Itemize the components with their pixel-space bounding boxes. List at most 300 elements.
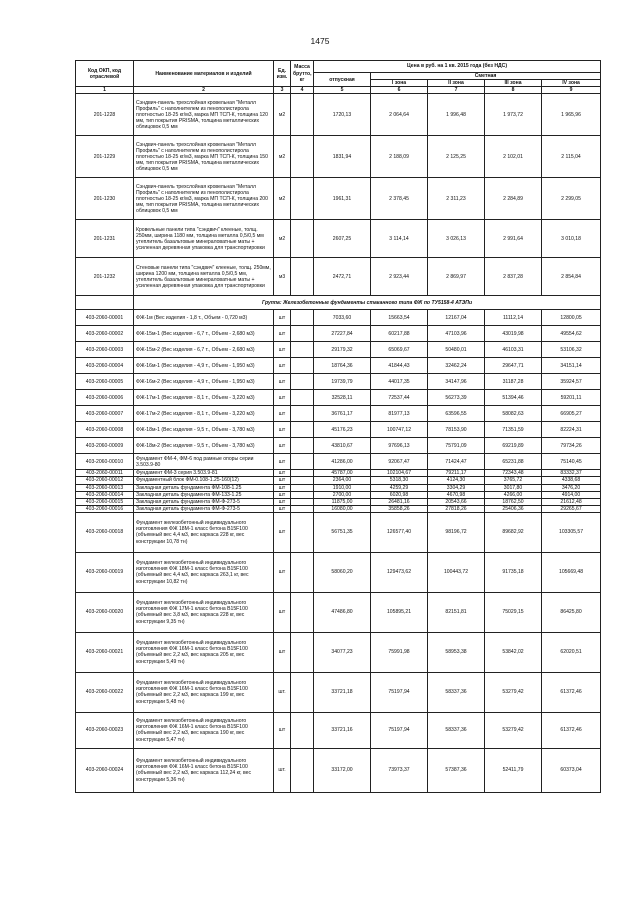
zone4-price: 4338,68 (542, 477, 601, 484)
zone3-price: 4266,00 (485, 491, 542, 498)
zone4-price: 1 965,96 (542, 94, 601, 136)
item-mass (291, 498, 314, 505)
item-code: 403-2060-00010 (76, 454, 134, 470)
group-code-cell (76, 296, 134, 310)
release-price: 18764,36 (314, 358, 371, 374)
item-code: 403-2060-00007 (76, 406, 134, 422)
zone3-price: 3765,72 (485, 477, 542, 484)
item-code: 201-1231 (76, 220, 134, 258)
item-unit: шт (274, 326, 291, 342)
zone1-price: 2 188,09 (371, 136, 428, 178)
item-name: Стеновые панели типа "сэндвич" клееные, толщ. 250мм, ширина 1200 мм, толщина металла 0,5/0,5 мм, утеплитель базальтовые минераловатные маты + усиленная деревянная упаковка для транспортировки (134, 258, 274, 296)
zone1-price: 100747,12 (371, 422, 428, 438)
release-price: 32528,11 (314, 390, 371, 406)
release-price: 29179,32 (314, 342, 371, 358)
release-price: 1910,00 (314, 484, 371, 491)
zone4-price: 35924,57 (542, 374, 601, 390)
item-name: ФЖ-15м-1 (Вес изделия - 6,7 т., Объем - 2,680 м3) (134, 326, 274, 342)
zone3-price: 11112,14 (485, 310, 542, 326)
item-mass (291, 406, 314, 422)
release-price: 33721,16 (314, 712, 371, 748)
table-row (76, 390, 601, 406)
zone4-price: 53106,32 (542, 342, 601, 358)
zone2-price: 50480,01 (428, 342, 485, 358)
zone3-price: 52411,79 (485, 748, 542, 792)
item-mass (291, 94, 314, 136)
zone2-price: 34147,96 (428, 374, 485, 390)
item-code: 201-1229 (76, 136, 134, 178)
zone3-price: 2 284,89 (485, 178, 542, 220)
zone1-price: 73973,37 (371, 748, 428, 792)
zone3-price: 3017,80 (485, 484, 542, 491)
table-row (76, 326, 601, 342)
col-index: 2 (134, 87, 274, 94)
zone2-price: 78153,90 (428, 422, 485, 438)
item-unit: шт (274, 632, 291, 672)
table-row (76, 484, 601, 491)
item-name: Фундамент железобетонный индивидуального изготовления ФЖ 17М-1 класс бетона В15F100 (объемный вес 3,8 м3, вес каркаса 228 кг, вес конструкции 9,35 тн) (134, 592, 274, 632)
zone2-price: 79211,17 (428, 470, 485, 477)
zone3-price: 25406,36 (485, 505, 542, 512)
zone4-price: 2 854,84 (542, 258, 601, 296)
release-price: 7033,60 (314, 310, 371, 326)
zone3-price: 18762,50 (485, 498, 542, 505)
zone1-price: 44017,35 (371, 374, 428, 390)
zone4-price: 3476,20 (542, 484, 601, 491)
zone1-price: 105895,21 (371, 592, 428, 632)
zone2-price: 2 311,23 (428, 178, 485, 220)
item-mass (291, 672, 314, 712)
zone2-price: 56273,39 (428, 390, 485, 406)
zone2-price: 58953,38 (428, 632, 485, 672)
release-price: 33172,00 (314, 748, 371, 792)
item-name: Фундамент железобетонный индивидуального изготовления ФЖ 16М-1 класс бетона В15F100 (объемный вес 2,2 м3, вес каркаса 199 кг, вес конструкции 5,48 тн) (134, 672, 274, 712)
zone3-price: 29647,71 (485, 358, 542, 374)
zone3-price: 65231,88 (485, 454, 542, 470)
item-name: Закладная деталь фундамента ФМ-Ф-273-5 (134, 498, 274, 505)
zone1-price: 75197,94 (371, 712, 428, 748)
release-price: 41286,00 (314, 454, 371, 470)
item-code: 403-2060-00008 (76, 422, 134, 438)
release-price: 1831,94 (314, 136, 371, 178)
zone3-price: 2 991,64 (485, 220, 542, 258)
item-unit: шт (274, 498, 291, 505)
item-mass (291, 310, 314, 326)
item-name: ФЖ-16м-1 (Вес изделия - 4,9 т., Объем - 1,950 м3) (134, 358, 274, 374)
zone1-price: 102104,67 (371, 470, 428, 477)
zone2-price: 20543,66 (428, 498, 485, 505)
table-row (76, 342, 601, 358)
header-zone3: III зона (485, 80, 542, 87)
item-mass (291, 390, 314, 406)
zone4-price: 79734,26 (542, 438, 601, 454)
zone1-price: 4259,29 (371, 484, 428, 491)
item-code: 403-2060-00003 (76, 342, 134, 358)
zone3-price: 31187,28 (485, 374, 542, 390)
zone2-price: 100443,72 (428, 552, 485, 592)
table-row (76, 512, 601, 552)
zone1-price: 75991,98 (371, 632, 428, 672)
table-row (76, 422, 601, 438)
zone3-price: 53279,42 (485, 712, 542, 748)
item-mass (291, 358, 314, 374)
item-name: Фундаментный блок ФМ-0.108-1.25-160(12) (134, 477, 274, 484)
table-row (76, 258, 601, 296)
header-code: Код ОКП, код отраслевой (76, 61, 134, 87)
zone4-price: 61372,46 (542, 672, 601, 712)
zone3-price: 1 973,72 (485, 94, 542, 136)
zone2-price: 3304,29 (428, 484, 485, 491)
zone4-price: 66905,27 (542, 406, 601, 422)
zone1-price: 41844,43 (371, 358, 428, 374)
item-code: 403-2060-00009 (76, 438, 134, 454)
item-unit: шт. (274, 672, 291, 712)
zone4-price: 105669,48 (542, 552, 601, 592)
zone2-price: 58337,36 (428, 672, 485, 712)
item-unit: м2 (274, 220, 291, 258)
zone1-price: 75197,94 (371, 672, 428, 712)
zone2-price: 82151,81 (428, 592, 485, 632)
zone4-price: 2 299,05 (542, 178, 601, 220)
zone4-price: 60373,04 (542, 748, 601, 792)
zone4-price: 2 115,04 (542, 136, 601, 178)
item-name: ФЖ-1м (Вес изделия - 1,8 т., Объем - 0,720 м3) (134, 310, 274, 326)
item-name: Фундамент железобетонный индивидуального изготовления ФЖ 16М-1 класс бетона В15F100 (объемный вес 2,2 м3, вес каркаса 190 кг, вес конструкции 5,47 тн) (134, 712, 274, 748)
item-unit: шт (274, 406, 291, 422)
table-row (76, 491, 601, 498)
table-row (76, 477, 601, 484)
item-unit: шт (274, 552, 291, 592)
item-code: 403-2060-00019 (76, 552, 134, 592)
item-code: 403-2060-00012 (76, 477, 134, 484)
item-mass (291, 505, 314, 512)
zone2-price: 57387,36 (428, 748, 485, 792)
item-name: Фундамент ФМ-4, ФМ-6 под рамные опоры серии 3.503.9-80 (134, 454, 274, 470)
item-mass (291, 592, 314, 632)
item-unit: шт (274, 712, 291, 748)
item-code: 403-2060-00020 (76, 592, 134, 632)
table-row (76, 358, 601, 374)
item-unit: шт (274, 374, 291, 390)
zone3-price: 72343,48 (485, 470, 542, 477)
item-unit: шт (274, 422, 291, 438)
header-name: Наименование материалов и изделий (134, 61, 274, 87)
item-unit: шт (274, 342, 291, 358)
table-row (76, 178, 601, 220)
col-index: 8 (485, 87, 542, 94)
col-index: 7 (428, 87, 485, 94)
zone3-price: 58082,63 (485, 406, 542, 422)
table-row (76, 632, 601, 672)
item-code: 201-1228 (76, 94, 134, 136)
zone2-price: 32462,24 (428, 358, 485, 374)
zone3-price: 75029,15 (485, 592, 542, 632)
zone4-price: 21612,48 (542, 498, 601, 505)
zone4-price: 83332,37 (542, 470, 601, 477)
item-name: Кровельные панели типа "сэндвич" клееные, толщ. 250мм, ширина 1180 мм, толщина металла 0,5/0,5 мм утеплитель базальтовые минераловатные маты + усиленная деревянная упаковка для транспортировки (134, 220, 274, 258)
release-price: 56751,35 (314, 512, 371, 552)
item-name: Сэндвич-панель трехслойная кровельная "Металл Профиль" с наполнителем из пенополистирола плотностью 18-25 кг/м3, марка МП ТСП-К, толщина 200 мм, тип покрытия PRISMA, толщина металлических облицовок 0,5 мм (134, 178, 274, 220)
item-code: 201-1230 (76, 178, 134, 220)
item-code: 403-2060-00005 (76, 374, 134, 390)
item-mass (291, 258, 314, 296)
item-code: 403-2060-00016 (76, 505, 134, 512)
col-index: 6 (371, 87, 428, 94)
item-mass (291, 491, 314, 498)
zone3-price: 46103,31 (485, 342, 542, 358)
table-row (76, 748, 601, 792)
zone4-price: 61372,46 (542, 712, 601, 748)
item-mass (291, 136, 314, 178)
header-release: отпускная (314, 73, 371, 87)
item-name: Закладная деталь фундамента ФМ-133-1.25 (134, 491, 274, 498)
item-unit: м2 (274, 178, 291, 220)
header-zone4: IV зона (542, 80, 601, 87)
item-code: 403-2060-00015 (76, 498, 134, 505)
zone1-price: 72537,44 (371, 390, 428, 406)
item-name: ФЖ-18м-1 (Вес изделия - 9,5 т., Объем - 3,780 м3) (134, 422, 274, 438)
item-mass (291, 477, 314, 484)
item-mass (291, 454, 314, 470)
item-unit: шт (274, 470, 291, 477)
zone4-price: 62020,51 (542, 632, 601, 672)
zone3-price: 53842,02 (485, 632, 542, 672)
release-price: 45787,00 (314, 470, 371, 477)
zone1-price: 129473,62 (371, 552, 428, 592)
zone1-price: 2 064,64 (371, 94, 428, 136)
item-code: 403-2060-00011 (76, 470, 134, 477)
zone4-price: 59201,11 (542, 390, 601, 406)
zone2-price: 75791,09 (428, 438, 485, 454)
zone2-price: 2 125,25 (428, 136, 485, 178)
zone3-price: 2 837,28 (485, 258, 542, 296)
zone2-price: 4124,30 (428, 477, 485, 484)
release-price: 36761,17 (314, 406, 371, 422)
zone2-price: 27818,26 (428, 505, 485, 512)
item-unit: м2 (274, 94, 291, 136)
item-name: Фундамент железобетонный индивидуального изготовления ФЖ 18М-1 класс бетона В15F100 (объемный вес 4,4 м3, вес каркаса 263,1 кг, вес конструкции 10,82 тн) (134, 552, 274, 592)
release-price: 2607,25 (314, 220, 371, 258)
zone3-price: 71351,59 (485, 422, 542, 438)
item-code: 403-2060-00004 (76, 358, 134, 374)
table-row (76, 505, 601, 512)
item-name: ФЖ-16м-2 (Вес изделия - 4,9 т., Объем - 1,950 м3) (134, 374, 274, 390)
col-index: 9 (542, 87, 601, 94)
zone1-price: 97696,13 (371, 438, 428, 454)
zone4-price: 3 010,18 (542, 220, 601, 258)
zone2-price: 2 869,97 (428, 258, 485, 296)
item-code: 403-2060-00022 (76, 672, 134, 712)
group-title: Группа: Железобетонные фундаменты стаканного типа ФЖ по ТУ5158-4 АТЭПи (134, 296, 601, 310)
release-price: 1961,31 (314, 178, 371, 220)
item-mass (291, 422, 314, 438)
zone1-price: 81977,13 (371, 406, 428, 422)
zone1-price: 5318,30 (371, 477, 428, 484)
column-index-row (76, 87, 601, 94)
item-mass (291, 438, 314, 454)
item-unit: шт (274, 592, 291, 632)
col-index: 4 (291, 87, 314, 94)
zone1-price: 65069,67 (371, 342, 428, 358)
item-mass (291, 632, 314, 672)
zone2-price: 71424,47 (428, 454, 485, 470)
zone1-price: 2 923,44 (371, 258, 428, 296)
zone1-price: 60217,88 (371, 326, 428, 342)
table-row (76, 712, 601, 748)
zone3-price: 53279,42 (485, 672, 542, 712)
col-index: 3 (274, 87, 291, 94)
zone1-price: 15663,54 (371, 310, 428, 326)
item-unit: шт (274, 505, 291, 512)
item-mass (291, 512, 314, 552)
item-unit: шт (274, 491, 291, 498)
item-name: Фундамент железобетонный индивидуального изготовления ФЖ 16М-1 класс бетона В15F100 (объемный вес 2,2 м3, вес каркаса 112,24 кг, вес конструкции 5,36 тн) (134, 748, 274, 792)
col-index: 1 (76, 87, 134, 94)
zone1-price: 26481,16 (371, 498, 428, 505)
table-row (76, 220, 601, 258)
zone4-price: 86425,80 (542, 592, 601, 632)
zone3-price: 91735,18 (485, 552, 542, 592)
header-zone1: I зона (371, 80, 428, 87)
item-name: Сэндвич-панель трехслойная кровельная "Металл Профиль" с наполнителем из пенополистирола плотностью 18-25 кг/м3, марка МП ТСП-К, толщина 150 мм, тип покрытия PRISMA, толщина металлических облицовок 0,5 мм (134, 136, 274, 178)
item-unit: шт (274, 438, 291, 454)
header-price-title: Цена в руб. на 1 кв. 2015 года (без НДС) (314, 61, 601, 73)
item-name: Сэндвич-панель трехслойная кровельная "Металл Профиль" с наполнителем из пенополистирола плотностью 18-25 кг/м3, марка МП ТСП-К, толщина 120 мм, тип покрытия PRISMA, толщина металлических облицовок 0,5 мм (134, 94, 274, 136)
item-name: Фундамент железобетонный индивидуального изготовления ФЖ 16М-1 класс бетона В15F100 (объемный вес 2,2 м3, вес каркаса 205 кг, вес конструкции 5,49 тн) (134, 632, 274, 672)
item-mass (291, 326, 314, 342)
item-unit: шт (274, 454, 291, 470)
group-row (76, 296, 601, 310)
item-unit: шт (274, 310, 291, 326)
header-estimate: Сметная (371, 73, 601, 80)
zone2-price: 47103,96 (428, 326, 485, 342)
zone2-price: 98196,72 (428, 512, 485, 552)
table-row (76, 498, 601, 505)
release-price: 19739,79 (314, 374, 371, 390)
zone4-price: 29265,67 (542, 505, 601, 512)
header-unit: Ед. изм. (274, 61, 291, 87)
zone2-price: 1 996,48 (428, 94, 485, 136)
zone1-price: 126577,40 (371, 512, 428, 552)
table-row (76, 374, 601, 390)
item-code: 201-1232 (76, 258, 134, 296)
header-zone2: II зона (428, 80, 485, 87)
table-row (76, 136, 601, 178)
release-price: 2364,00 (314, 477, 371, 484)
item-name: Фундамент железобетонный индивидуального изготовления ФЖ 18М-1 класс бетона В15F100 (объемный вес 4,4 м3, вес каркаса 228 кг, вес конструкции 10,78 тн) (134, 512, 274, 552)
item-unit: шт. (274, 748, 291, 792)
zone2-price: 63596,55 (428, 406, 485, 422)
release-price: 47486,80 (314, 592, 371, 632)
zone3-price: 43019,98 (485, 326, 542, 342)
item-mass (291, 748, 314, 792)
zone4-price: 103305,57 (542, 512, 601, 552)
price-table (75, 60, 601, 793)
zone4-price: 82224,31 (542, 422, 601, 438)
zone3-price: 51394,46 (485, 390, 542, 406)
zone1-price: 3 114,14 (371, 220, 428, 258)
item-unit: шт (274, 358, 291, 374)
item-name: ФЖ-17м-2 (Вес изделия - 8,1 т., Объем - 3,220 м3) (134, 406, 274, 422)
table-row (76, 310, 601, 326)
item-unit: шт (274, 390, 291, 406)
release-price: 34077,23 (314, 632, 371, 672)
zone3-price: 89682,92 (485, 512, 542, 552)
item-name: ФЖ-17м-1 (Вес изделия - 8,1 т., Объем - 3,220 м3) (134, 390, 274, 406)
item-mass (291, 470, 314, 477)
table-row (76, 454, 601, 470)
item-code: 403-2060-00001 (76, 310, 134, 326)
item-mass (291, 220, 314, 258)
item-unit: м3 (274, 258, 291, 296)
release-price: 2700,00 (314, 491, 371, 498)
item-code: 403-2060-00021 (76, 632, 134, 672)
item-name: ФЖ-15м-2 (Вес изделия - 6,7 т., Объем - 2,680 м3) (134, 342, 274, 358)
zone3-price: 69219,89 (485, 438, 542, 454)
table-row (76, 94, 601, 136)
item-code: 403-2060-00024 (76, 748, 134, 792)
release-price: 43810,67 (314, 438, 371, 454)
zone4-price: 12800,05 (542, 310, 601, 326)
item-name: Фундамент ФМ-3 серия 3.503.9-81 (134, 470, 274, 477)
item-unit: шт (274, 477, 291, 484)
zone2-price: 3 026,13 (428, 220, 485, 258)
item-mass (291, 552, 314, 592)
zone2-price: 58337,36 (428, 712, 485, 748)
table-row (76, 592, 601, 632)
zone4-price: 34151,14 (542, 358, 601, 374)
zone2-price: 4670,98 (428, 491, 485, 498)
release-price: 11875,00 (314, 498, 371, 505)
item-code: 403-2060-00013 (76, 484, 134, 491)
zone2-price: 12167,04 (428, 310, 485, 326)
zone4-price: 49554,62 (542, 326, 601, 342)
item-unit: м2 (274, 136, 291, 178)
item-mass (291, 484, 314, 491)
item-unit: шт (274, 484, 291, 491)
release-price: 2472,71 (314, 258, 371, 296)
header-mass: Масса брутто, кг (291, 61, 314, 87)
item-code: 403-2060-00014 (76, 491, 134, 498)
item-name: Закладная деталь фундамента ФМ-Ф-273-5 (134, 505, 274, 512)
release-price: 58060,20 (314, 552, 371, 592)
table-row (76, 470, 601, 477)
table-row (76, 672, 601, 712)
table-row (76, 552, 601, 592)
item-unit: шт (274, 512, 291, 552)
page-number: 1475 (310, 36, 330, 46)
table-row (76, 438, 601, 454)
zone3-price: 2 102,01 (485, 136, 542, 178)
release-price: 1720,13 (314, 94, 371, 136)
item-mass (291, 178, 314, 220)
item-name: ФЖ-18м-2 (Вес изделия - 9,5 т., Объем - 3,780 м3) (134, 438, 274, 454)
table-body (76, 94, 601, 793)
item-code: 403-2060-00018 (76, 512, 134, 552)
release-price: 45176,23 (314, 422, 371, 438)
item-mass (291, 342, 314, 358)
zone4-price: 75140,45 (542, 454, 601, 470)
table-row (76, 406, 601, 422)
zone1-price: 6020,98 (371, 491, 428, 498)
zone1-price: 35858,26 (371, 505, 428, 512)
release-price: 16080,00 (314, 505, 371, 512)
release-price: 27227,84 (314, 326, 371, 342)
release-price: 33721,18 (314, 672, 371, 712)
item-code: 403-2060-00006 (76, 390, 134, 406)
item-code: 403-2060-00002 (76, 326, 134, 342)
zone1-price: 92067,47 (371, 454, 428, 470)
